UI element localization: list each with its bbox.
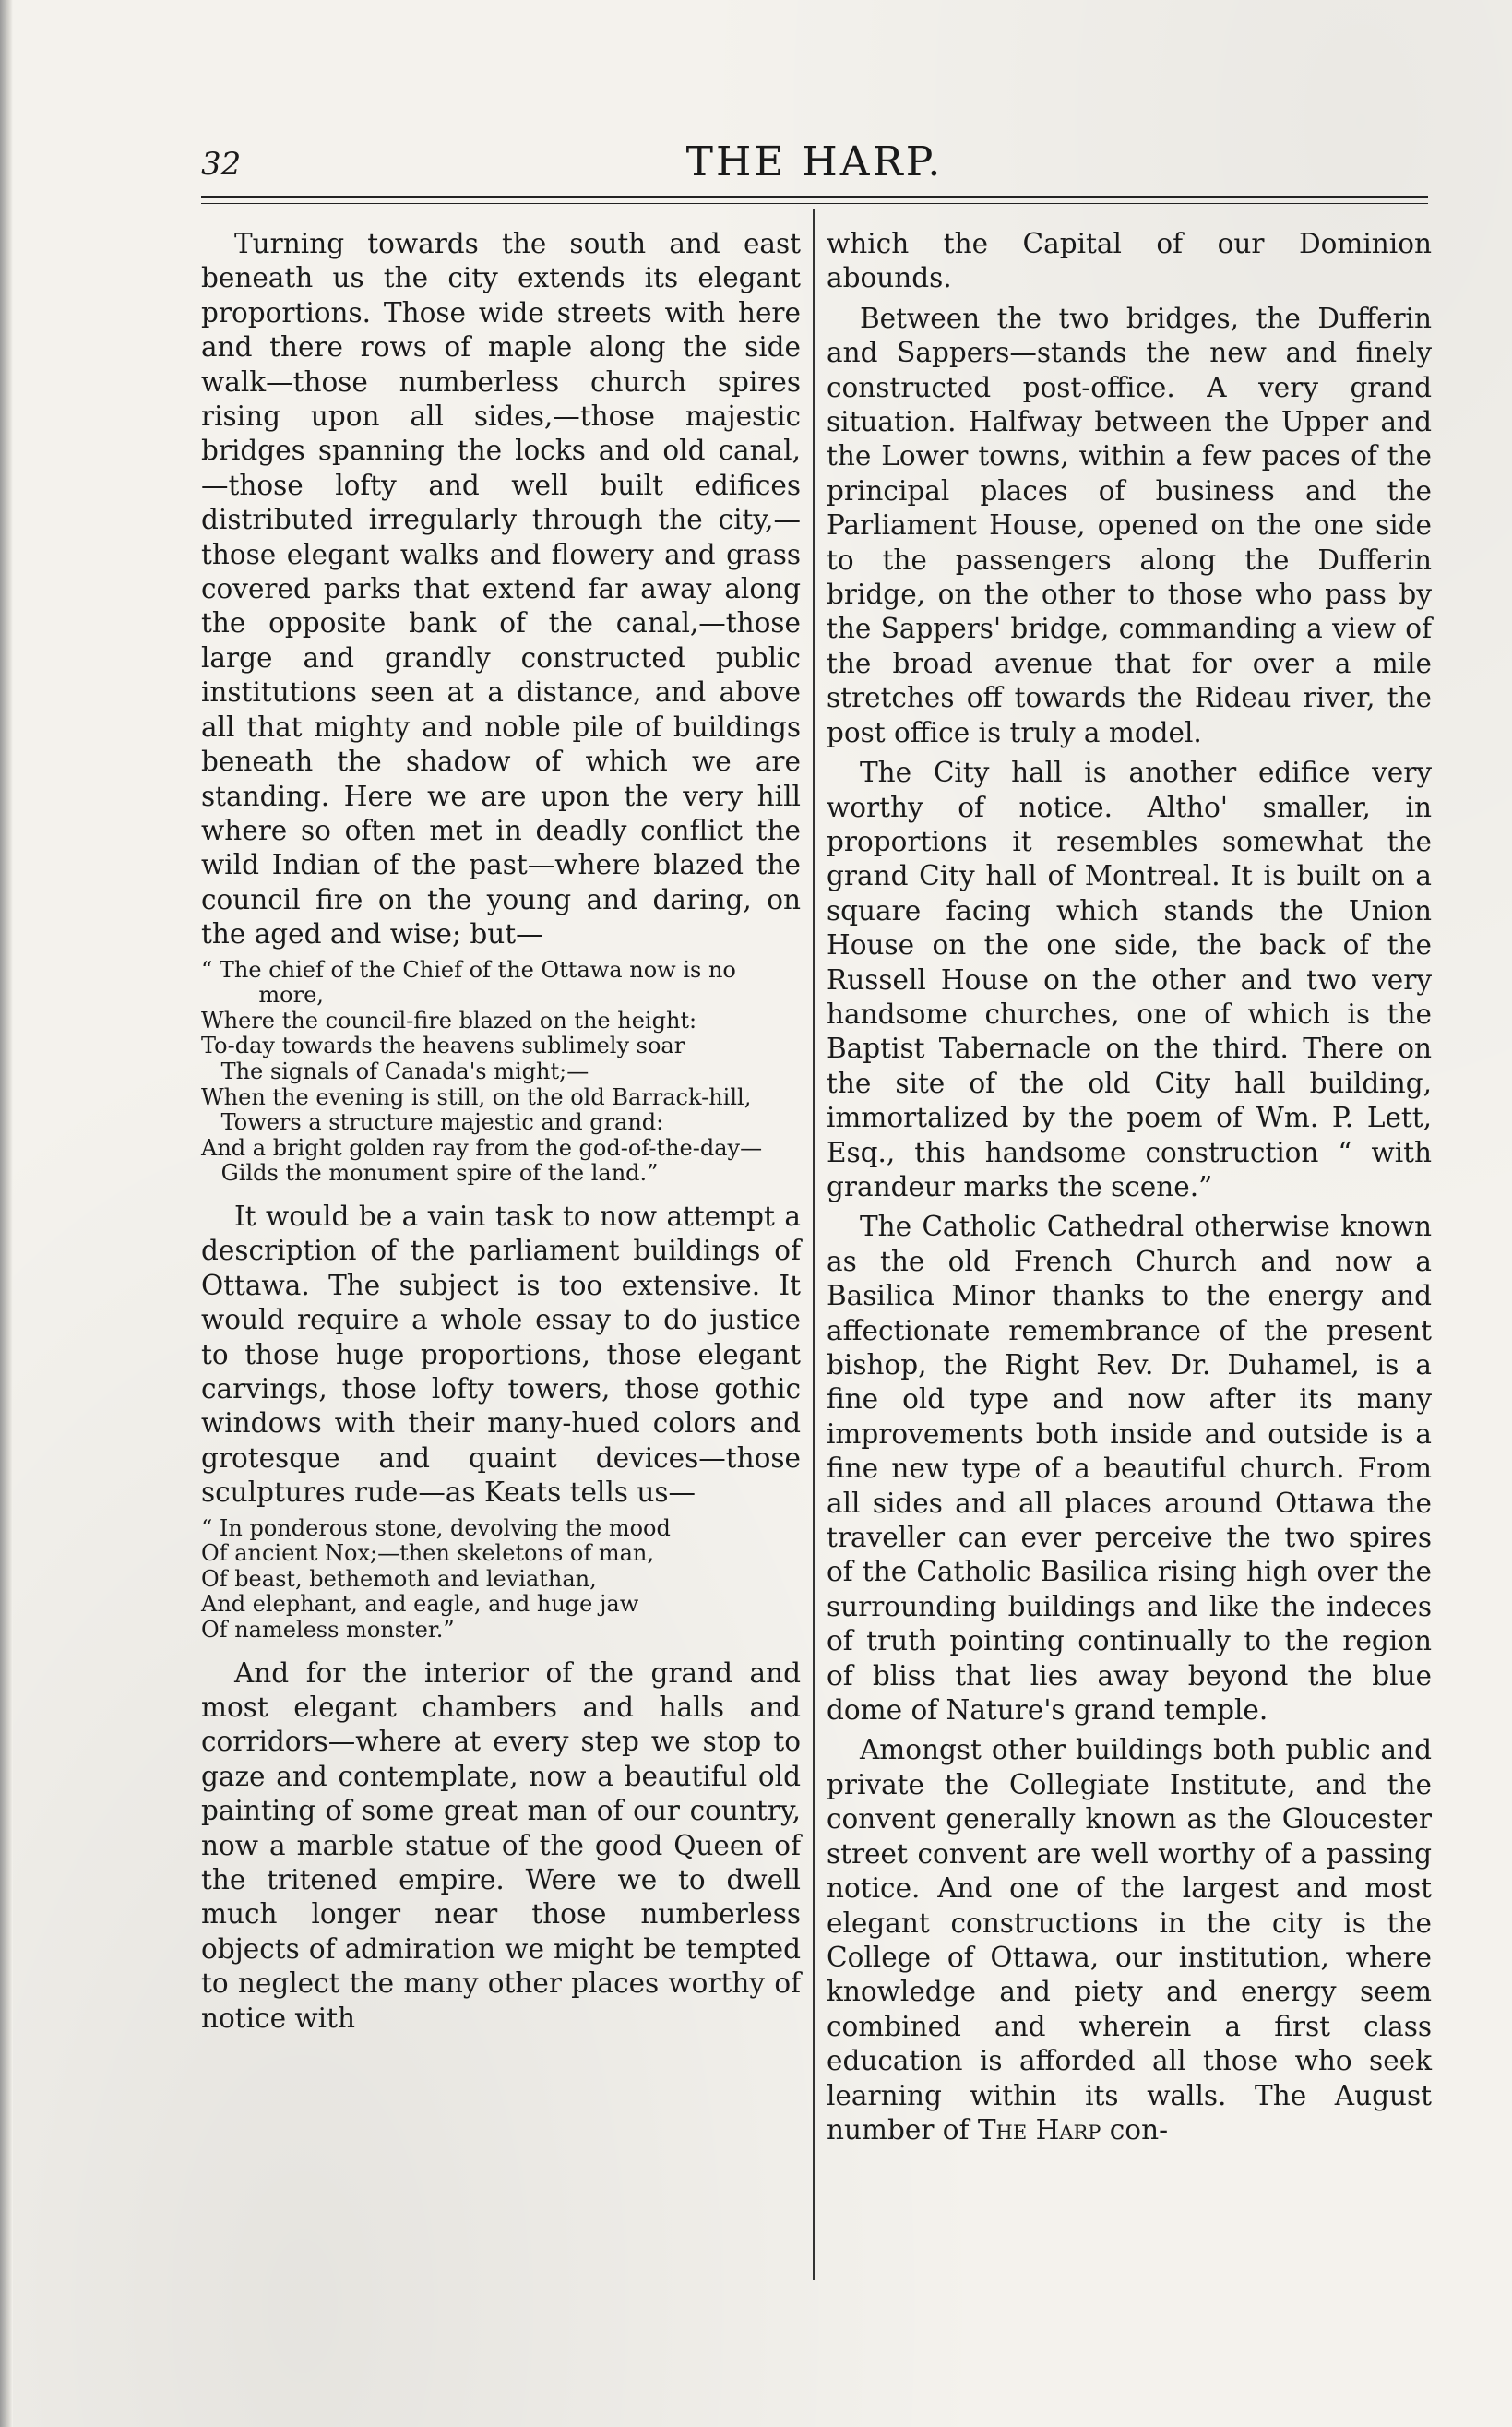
verse-line: The signals of Canada's might;— — [220, 1058, 589, 1084]
verse-line: Towers a structure majestic and grand: — [220, 1109, 664, 1136]
paragraph: The City hall is another edifice very worthy of notice. Altho' smaller, in proportions it resembles somewhat the grand City hall of Montreal. It is built on a square facing which stands the Union House on the one side, the back of the Russell House on the other and two very handsome churches, one of which is the Baptist Tabernacle on the third. There on the site of the old City hall building, immortalized by the poem of Wm. P. Lett, Esq., this handsome construction “ with grandeur marks the scene.” — [827, 757, 1432, 1202]
verse-line: Of ancient Nox;—then skeletons of man, — [201, 1540, 655, 1567]
column-divider — [813, 209, 815, 2280]
verse-line: Gilds the monument spire of the land.” — [220, 1160, 659, 1187]
verse-line: When the evening is still, on the old Barrack-hill, — [201, 1083, 752, 1110]
paragraph: The Catholic Cathedral otherwise known as the old French Church and now a Basilica Minor thanks to the energy and affectionate remembrance of the present bishop, the Right Rev. Dr. Duhamel, is a fine old type and now after its many improvements both inside and outside is a fine new type of a beautiful church. From all sides and all places around Ottawa the traveller can ever perceive the two spires of the Catholic Basilica rising high over the surrounding buildings and like the indeces of truth pointing continually to the region of bliss that lies away beyond the blue dome of Nature's grand temple. — [827, 1211, 1432, 1727]
verse-line: “ The chief of the Chief of the Ottawa now is no more, — [201, 956, 736, 1009]
verse-line: And a bright golden ray from the god-of-the-day— — [201, 1134, 763, 1161]
right-column — [827, 227, 1432, 2153]
paragraph-continued: which the Capital of our Dominion abounds. — [827, 228, 1432, 294]
header-rule-thick — [201, 196, 1428, 198]
verse-block — [201, 958, 801, 1187]
magazine-title: The Harp — [977, 2113, 1101, 2146]
verse-line: To-day towards the heavens sublimely soar — [201, 1033, 685, 1059]
verse-line: Of beast, bethemoth and leviathan, — [201, 1565, 597, 1592]
paragraph: It would be a vain task to now attempt a description of the parliament buildings of Ottawa. The subject is too extensive. It would require a whole essay to do justice to those huge proportions, those elegant carvings, those lofty towers, those gothic windows with their many-hued colors and grotesque and quaint devices—those sculptures rude—as Keats tells us— — [201, 1200, 801, 1509]
paragraph-text-end: con- — [1101, 2113, 1169, 2146]
verse-line: “ In ponderous stone, devolving the mood — [201, 1514, 671, 1541]
verse-line: And elephant, and eagle, and huge jaw — [201, 1591, 639, 1618]
paragraph — [827, 1733, 1432, 2147]
verse-line: Of nameless monster.” — [201, 1616, 455, 1643]
paragraph: And for the interior of the grand and most elegant chambers and halls and corridors—where at every step we stop to gaze and contemplate, now a beautiful old painting of some great man of our country, now a marble statue of the good Queen of the tritened empire. Were we to dwell much longer near those numberless objects of admiration we might be tempted to neglect the many other places worthy of notice with — [201, 1656, 801, 2034]
page-number: 32 — [201, 146, 242, 183]
paragraph: Between the two bridges, the Dufferin and Sappers—stands the new and finely constructed post-office. A very grand situation. Halfway between the Upper and the Lower towns, within a few paces of the principal places of business and the Parliament House, opened on the one side to the passengers along the Dufferin bridge, on the other to those who pass by the Sappers' bridge, commanding a view of the broad avenue that for over a mile stretches off towards the Rideau river, the post office is truly a model. — [827, 302, 1432, 748]
header-rule-thin — [201, 203, 1428, 204]
page-header — [201, 138, 1428, 194]
page-title: THE HARP. — [685, 138, 944, 185]
verse-line: Where the council-fire blazed on the height: — [201, 1007, 697, 1034]
paragraph: Turning towards the south and east beneath us the city extends its elegant proportions. Those wide streets with here and there rows of maple along the side walk—those numberless church spires rising upon all sides,—those majestic bridges spanning the locks and old canal,—those lofty and well built edifices distributed irregularly through the city,—those elegant walks and flowery and grass covered parks that extend far away along the opposite bank of the canal,—those large and grandly constructed public institutions seen at a distance, and above all that mighty and noble pile of buildings beneath the shadow of which we are standing. Here we are upon the very hill where so often met in deadly conflict the wild Indian of the past—where blazed the council fire on the young and daring, on the aged and wise; but— — [201, 228, 801, 950]
page-spine-edge — [0, 0, 13, 2427]
paragraph-text: Amongst other buildings both public and private the Collegiate Institute, and the convent generally known as the Gloucester street convent are well worthy of a passing notice. And one of the largest and most elegant constructions in the city is the College of Ottawa, our institution, where knowledge and piety and energy seem combined and wherein a first class education is afforded all those who seek learning within its walls. The August number of — [827, 1734, 1432, 2146]
left-column — [201, 227, 801, 2041]
verse-block — [201, 1516, 801, 1644]
